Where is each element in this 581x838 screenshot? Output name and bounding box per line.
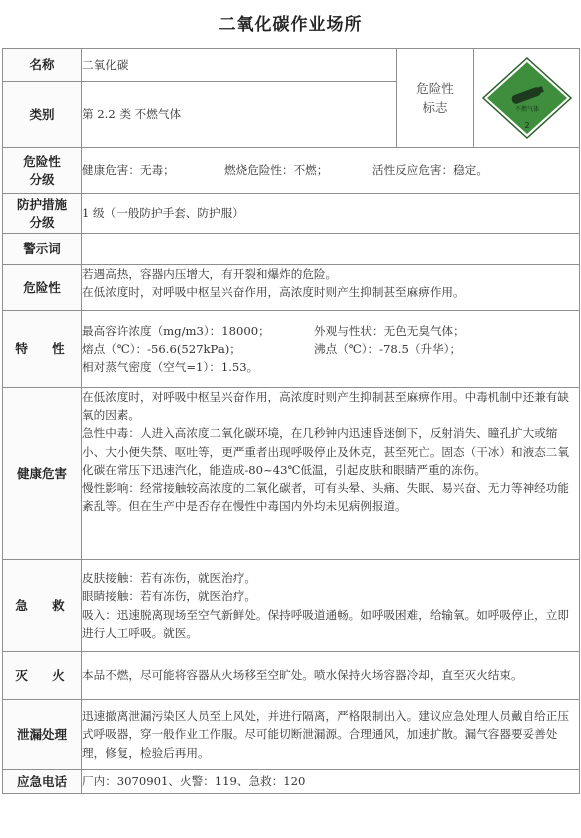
fire-fighting-label: 灭 火: [3, 652, 82, 700]
row-protection: [3, 194, 580, 234]
category-label: 类别: [3, 82, 82, 148]
danger-line: 若遇高热，容器内压增大，有开裂和爆炸的危险。: [82, 267, 338, 281]
row-hazard-class: [3, 148, 580, 194]
protection-label-text: 防护措施分级: [16, 196, 67, 230]
hazard-class-label: [3, 148, 82, 194]
row-health-hazard: [3, 388, 580, 560]
emergency-value: 厂内：3070901、火警：119、急救：120: [82, 770, 580, 794]
health-hazard-paragraph: 急性中毒：人进入高浓度二氧化碳环境，在几秒钟内迅速昏迷倒下，反射消失、瞳孔扩大或缩小、大小便失禁、呕吐等，更严重者出现呼吸停止及休克，甚至死亡。固态（干冰）和液态二氧化碳在常压下迅速汽化，能造成-80~43℃低温，引起皮肤和眼睛严重的冻伤。: [82, 426, 569, 477]
properties-value: [82, 311, 580, 388]
name-label: 名称: [3, 49, 82, 82]
sign-number: 2: [523, 121, 530, 130]
first-aid-line: 眼睛接触：若有冻伤，就医治疗。: [82, 589, 256, 604]
health-hazard-level: 健康危害：无毒；: [82, 163, 175, 178]
diamond-hazard-icon: [481, 56, 573, 140]
health-hazard-paragraph: 慢性影响：经常接触较高浓度的二氧化碳者，可有头晕、头痛、失眠、易兴奋、无力等神经功能紊乱等。但在生产中是否存在慢性中毒国内外均未见病例报道。: [82, 481, 569, 514]
boiling-point: 沸点（℃）：-78.5（升华）；: [314, 341, 462, 356]
row-properties: [3, 311, 580, 388]
row-fire-fighting: [3, 652, 580, 700]
row-warning-word: [3, 234, 580, 265]
hazard-sign-label-text: 危险性标志: [416, 81, 454, 115]
properties-label: 特 性: [3, 311, 82, 388]
row-leak: [3, 700, 580, 770]
leak-value: 迅速撤离泄漏污染区人员至上风处，并进行隔离，严格限制出入。建议应急处理人员戴自给正压式呼吸器，穿一般作业工作服。尽可能切断泄漏源。合理通风，加速扩散。漏气容器要妥善处理，修复，检验后再用。: [82, 700, 580, 770]
health-hazard-paragraph: 在低浓度时，对呼吸中枢呈兴奋作用，高浓度时则产生抑制甚至麻痹作用。中毒机制中还兼有缺氧的因素。: [82, 390, 569, 423]
danger-value: [82, 265, 580, 311]
first-aid-line: 吸入：迅速脱离现场至空气新鲜处。保持呼吸道通畅。如呼吸困难，给输氧。如呼吸停止，立即进行人工呼吸。就医。: [82, 607, 569, 640]
hazard-class-label-text: 危险性分级: [23, 153, 61, 187]
row-emergency: [3, 770, 580, 794]
protection-label: [3, 194, 82, 234]
nonflammable-gas-sign-icon: [477, 59, 577, 137]
category-value: 第 2.2 类 不燃气体: [82, 82, 397, 148]
first-aid-line: 皮肤接触：若有冻伤，就医治疗。: [82, 571, 256, 586]
row-name: [3, 49, 580, 82]
warning-word-value: [82, 234, 580, 265]
melting-point: 熔点（℃）：-56.6(527kPa)；: [82, 341, 241, 356]
health-hazard-value: [82, 388, 580, 560]
warning-word-label: 警示词: [3, 234, 82, 265]
hazard-sign-label: [397, 49, 474, 148]
safety-info-table: [2, 48, 580, 794]
sign-text: 不燃气体: [514, 106, 539, 113]
danger-line: 在低浓度时，对呼吸中枢呈兴奋作用，高浓度时则产生抑制甚至麻痹作用。: [82, 285, 465, 300]
first-aid-label: 急 救: [3, 560, 82, 652]
fire-fighting-value: 本品不燃，尽可能将容器从火场移至空旷处。喷水保持火场容器冷却，直至灭火结束。: [82, 652, 580, 700]
first-aid-value: [82, 560, 580, 652]
danger-label: 危险性: [3, 265, 82, 311]
row-danger: [3, 265, 580, 311]
vapor-density: 相对蒸气密度（空气=1）：1.53。: [82, 360, 259, 375]
max-concentration: 最高容许浓度（mg/m3）：18000；: [82, 323, 270, 338]
name-value: 二氧化碳: [82, 49, 397, 82]
appearance: 外观与性状：无色无臭气体；: [314, 323, 465, 338]
hazard-sign-cell: [474, 49, 580, 148]
reactivity-level: 活性反应危害：稳定。: [372, 163, 488, 178]
hazard-class-value: [82, 148, 580, 194]
fire-hazard-level: 燃烧危险性：不燃；: [224, 163, 329, 178]
page-title: 二氧化碳作业场所: [218, 15, 363, 35]
row-first-aid: [3, 560, 580, 652]
leak-label: 泄漏处理: [3, 700, 82, 770]
protection-value: 1 级（一般防护手套、防护服）: [82, 194, 580, 234]
emergency-label: 应急电话: [3, 770, 82, 794]
health-hazard-label: 健康危害: [3, 388, 82, 560]
